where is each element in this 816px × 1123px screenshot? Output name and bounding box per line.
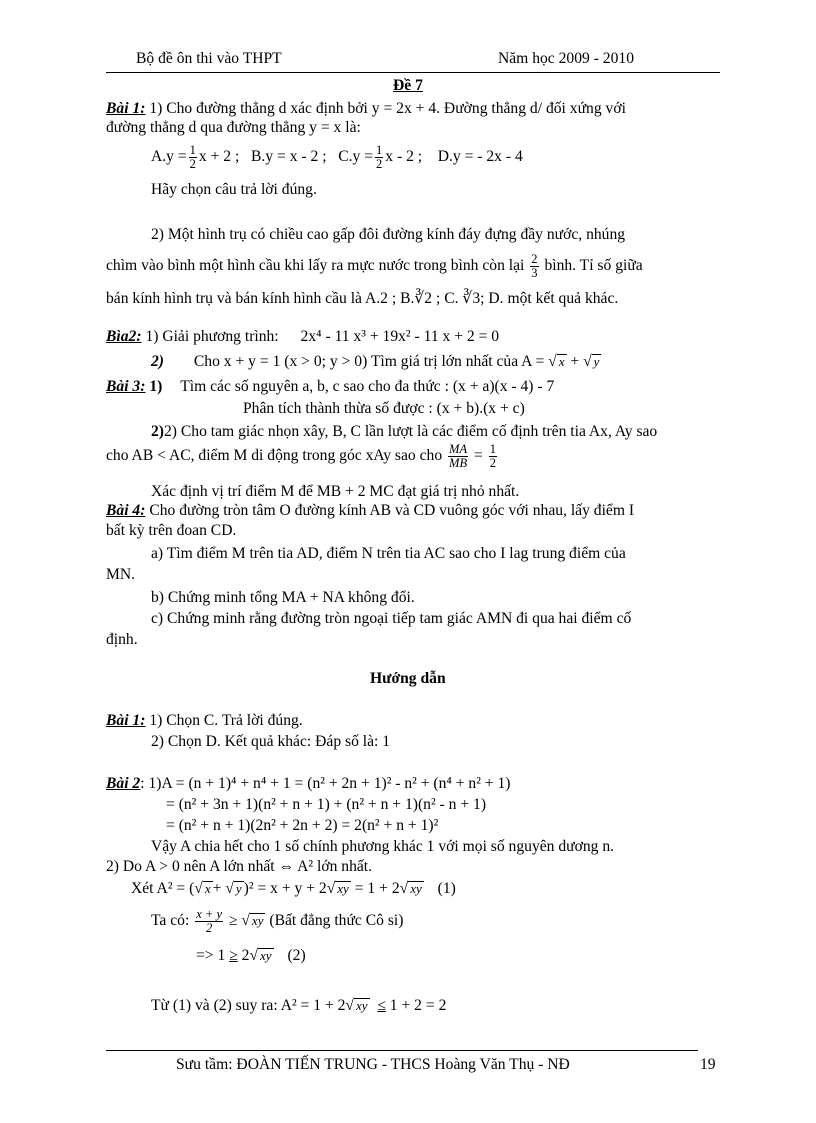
bai4-line6: c) Chứng minh rằng đường tròn ngoại tiếp tam giác AMN đi qua hai điểm cố [151, 610, 632, 627]
bai4-label: Bài 4: [106, 502, 146, 519]
page-title: Đề 7 [393, 77, 423, 94]
sqrt-x-2: √ x [194, 880, 211, 897]
guide-b2-line5: 2) Do A > 0 nên A lớn nhất ⇔ A² lớn nhất. [106, 858, 373, 875]
option-d: D.y = - 2x - 4 [437, 148, 523, 166]
guide-b2-line7: Ta có: $\frac{x + y}{2}$ ≥ √ xy (Bất đẳng thức Cô si) [151, 907, 404, 936]
bai4-line3: a) Tìm điểm M trên tia AD, điểm N trên tia AC sao cho I lag trung điểm của [151, 545, 626, 562]
bai4-line2: bất kỳ trên đoan CD. [106, 522, 237, 539]
bai3-line3: 2)2) Cho tam giác nhọn xây, B, C lần lượt là các điểm cố định trên tia Ax, Ay sao [151, 423, 658, 440]
bai1-text1: 1) Cho đường thẳng d xác định bởi y = 2x + 4. Đường thẳng d/ đối xứng với [149, 100, 626, 117]
option-c-suffix: x - 2 ; [385, 148, 423, 166]
bai3-line5: Xác định vị trí điểm M để MB + 2 MC đạt giá trị nhỏ nhất. [151, 483, 520, 500]
guide-b2-label: Bài 2 [106, 775, 141, 792]
bai3-line2: Phân tích thành thừa số được : (x + b).(x + c) [243, 400, 525, 417]
option-a-prefix: A.y = [151, 148, 187, 166]
bai2-equation: 2x⁴ - 11 x³ + 19x² - 11 x + 2 = 0 [300, 328, 500, 345]
sqrt-xy-1: √ xy [326, 880, 349, 897]
guide-b1-line2: 2) Chọn D. Kết quả khác: Đáp số là: 1 [151, 733, 391, 750]
bai1-p2-line1: 2) Một hình trụ có chiều cao gấp đôi đường kính đáy đựng đầy nước, nhúng [151, 226, 626, 243]
guide-b1-label: Bài 1: [106, 712, 146, 729]
bai1-label: Bài 1: [106, 100, 146, 117]
guide-title: Hướng dẫn [370, 670, 446, 687]
fraction-ma-mb: $\frac{MA}{MB}$ [449, 442, 468, 471]
option-b: B.y = x - 2 ; [251, 148, 327, 166]
bai1-line1 [106, 100, 626, 118]
fraction-half-a: $\frac{1}{2}$ [189, 143, 196, 172]
bai3-line1: Bài 3: 1) Tìm các số nguyên a, b, c sao cho đa thức : (x + a)(x - 4) - 7 [106, 378, 555, 395]
guide-b2-line4: Vậy A chia hết cho 1 số chính phương khác 1 với mọi số nguyên dương n. [151, 838, 615, 855]
sqrt-x: √ x [548, 353, 565, 370]
page-number: 19 [700, 1056, 716, 1073]
bai2-text1: 1) Giải phương trình: [145, 328, 279, 345]
bai4-line7: định. [106, 631, 138, 648]
bai4-line5: b) Chứng minh tổng MA + NA không đổi. [151, 589, 415, 606]
fraction-two-thirds: $\frac{2}{3}$ [531, 252, 538, 281]
bai3-line4: cho AB < AC, điểm M di động trong góc xAy sao cho $\frac{MA}{MB}$ = $\frac{1}{2}$ [106, 442, 496, 471]
sqrt-xy-5: √ xy [345, 997, 368, 1014]
fraction-xy-over-2: $\frac{x + y}{2}$ [196, 907, 222, 936]
guide-b2-line3: = (n² + n + 1)(2n² + 2n + 2) = 2(n² + n + 1)² [166, 817, 439, 834]
header-left: Bộ đề ôn thi vào THPT [136, 50, 282, 67]
guide-b2-line6: Xét A² = (√ x + √ y )² = x + y + 2√ xy = 1 + 2√ xy (1) [131, 880, 456, 897]
guide-b2-line1: Bài 2: 1)A = (n + 1)⁴ + n⁴ + 1 = (n² + 2n + 1)² - n² + (n⁴ + n² + 1) [106, 775, 511, 792]
guide-b2-line9: Từ (1) và (2) suy ra: A² = 1 + 2√ xy ≤ 1 + 2 = 2 [151, 997, 447, 1014]
header-rule [106, 72, 720, 73]
sqrt-xy-4: √ xy [249, 947, 272, 964]
bai2-line2: 2) Cho x + y = 1 (x > 0; y > 0) Tìm giá trị lớn nhất của A = √ x + √ y [151, 353, 600, 370]
bai1-p2-line3: bán kính hình trụ và bán kính hình cầu là A.2 ; B.∛2 ; C. ∛3; D. một kết quả khác. [106, 290, 619, 307]
bai4-line1: Bài 4: Cho đường tròn tâm O đường kính AB và CD vuông góc với nhau, lấy điểm I [106, 502, 635, 519]
guide-b2-line2: = (n² + 3n + 1)(n² + n + 1) + (n² + n + 1)(n² - n + 1) [166, 796, 487, 813]
bai1-line2: đường thẳng d qua đường thẳng y = x là: [106, 119, 361, 136]
sqrt-y-2: √ y [225, 880, 242, 897]
footer-rule [106, 1050, 698, 1051]
option-c-prefix: C.y = [338, 148, 374, 166]
sqrt-xy-2: √ xy [399, 880, 422, 897]
fraction-one-half: $\frac{1}{2}$ [489, 442, 496, 471]
bai1-p2-line2: chìm vào bình một hình cầu khi lấy ra mực nước trong bình còn lại $\frac{2}{3}$ bình. Tỉ số giữa [106, 252, 643, 281]
guide-b2-line8: => 1 ≥ 2√ xy (2) [196, 947, 306, 964]
bai1-line4: Hãy chọn câu trả lời đúng. [151, 181, 317, 198]
guide-b1-line1: Bài 1: 1) Chọn C. Trả lời đúng. [106, 712, 303, 729]
bai2-line1 [106, 328, 499, 346]
header-right: Năm học 2009 - 2010 [498, 50, 634, 67]
bai2-label: Bìa2: [106, 328, 142, 345]
bai3-text3: 2) Cho tam giác nhọn xây, B, C lần lượt là các điểm cố định trên tia Ax, Ay sao [164, 423, 658, 440]
sqrt-xy-3: √ xy [241, 912, 264, 930]
bai1-options [151, 144, 523, 171]
bai4-line4: MN. [106, 566, 136, 583]
footer-text: Sưu tầm: ĐOÀN TIẾN TRUNG - THCS Hoàng Văn Thụ - NĐ [176, 1056, 570, 1073]
option-a-suffix: x + 2 ; [198, 148, 240, 166]
bai3-label: Bài 3: [106, 378, 146, 395]
fraction-half-c: $\frac{1}{2}$ [376, 143, 383, 172]
sqrt-y: √ y [583, 353, 600, 370]
